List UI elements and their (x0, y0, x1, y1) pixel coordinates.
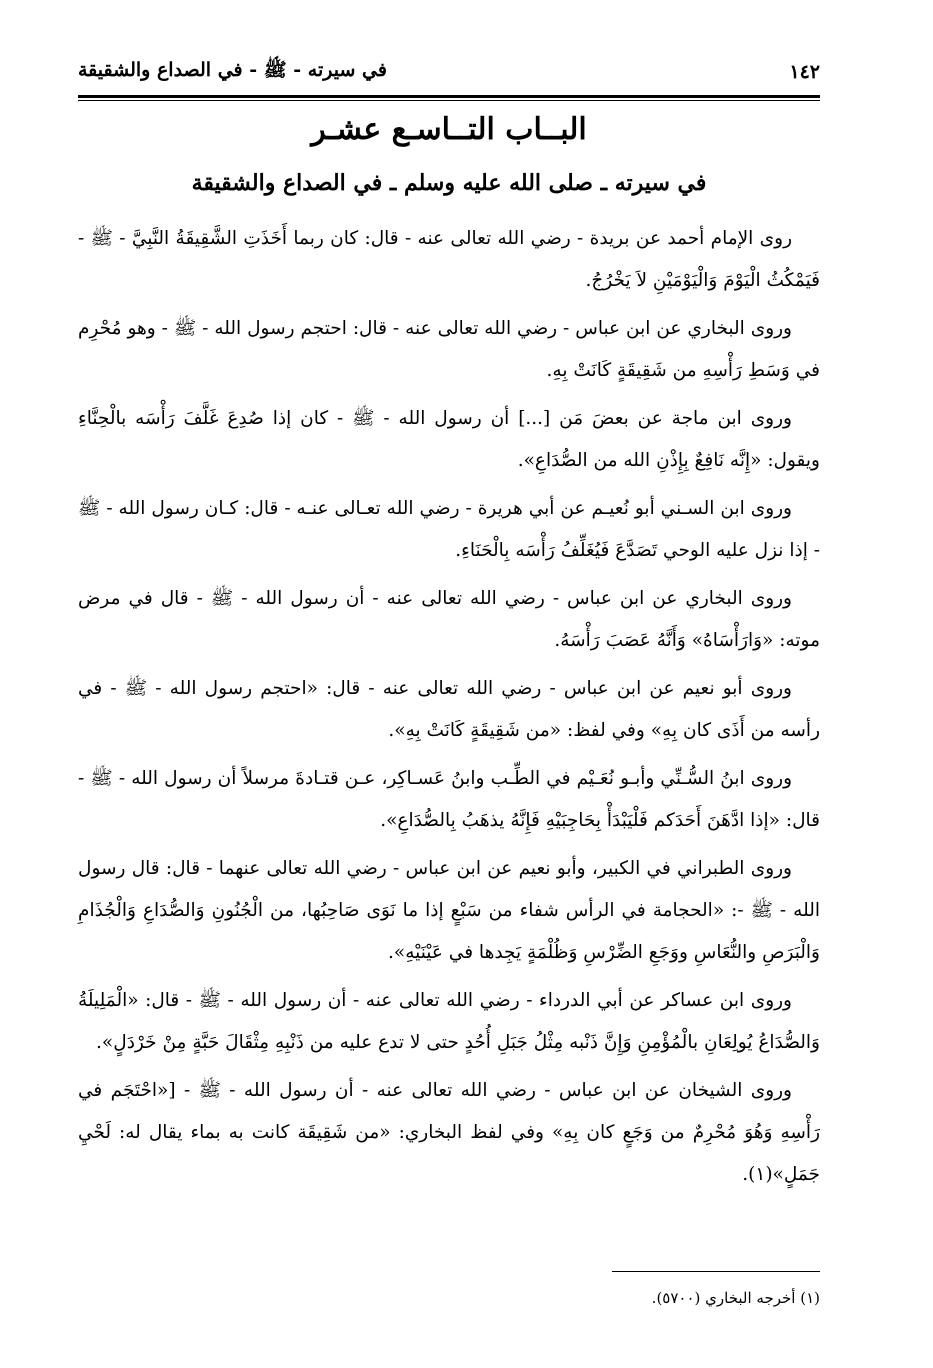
paragraph: روى الإمام أحمد عن بريدة - رضي الله تعالى عنه - قال: كان ربما أَخَذَتِ الشَّقِيقَةُ النَّبِيَّ - ﷺ - فَيَمْكُثُ الْيَوْمَ وَالْيَوْمَيْنِ لاَ يَخْرُجُ. (78, 228, 820, 291)
paragraph: وروى البخاري عن ابن عباس - رضي الله تعالى عنه - قال: احتجم رسول الله - ﷺ - وهو مُحْرِم في وَسَطِ رَأْسِهِ من شَقِيقَةٍ كَانَتْ بِهِ. (78, 318, 820, 381)
chapter-title: البــاب التــاسـع عشـر (311, 112, 587, 147)
paragraph: وروى ابنُ السُّـنِّي وأبـو نُعَـيْم في الطِّـب وابنُ عَسـاكِر، عـن قتـادةَ مرسلاً أن رسول الله - ﷺ - قال: «إذا ادَّهَنَ أَحَدَكم فَلْيَبْدَأْ بِحَاجِبَيْهِ فَإِنَّهُ يذهَبُ بِالصُّدَاعِ». (78, 768, 820, 831)
body-text (78, 218, 820, 1202)
page-number: ١٤٢ (789, 61, 820, 83)
paragraph: وروى البخاري عن ابن عباس - رضي الله تعالى عنه - أن رسول الله - ﷺ - قال في مرض موته: «وَارَأْسَاهُ» وَأَنَّهُ عَصَبَ رَأْسَهُ. (78, 588, 820, 651)
running-title: في سيرته - ﷺ - في الصداع والشقيقة (78, 59, 387, 81)
header-rule-thick (78, 95, 820, 98)
header-rule-thin (78, 100, 820, 101)
paragraph: وروى الطبراني في الكبير، وأبو نعيم عن ابن عباس - رضي الله تعالى عنهما - قال: قال رسول الله - ﷺ -: «الحجامة في الرأس شفاء من سَبْعٍ إذا ما نَوَى صَاحِبُها، من الْجُنُونِ وَالصُّدَاعِ وَالْجُذَامِ وَالْبَرَصِ والنُّعَاسِ ووَجَعِ الضِّرْسِ وَظُلْمَةٍ يَجِدها في عَيْنَيْهِ». (78, 858, 820, 963)
running-header (78, 52, 820, 92)
paragraph: وروى الشيخان عن ابن عباس - رضي الله تعالى عنه - أن رسول الله - ﷺ - [«احْتَجَم في رَأْسِهِ وَهُوَ مُحْرِمٌ من وَجَعٍ كان بِهِ» وفي لفظ البخاري: «من شَقِيقَة كانت به بماء يقال له: لَحْيِ جَمَلٍ»(١). (78, 1080, 820, 1185)
paragraph: وروى ابن ماجة عن بعضَ مَن [...] أن رسول الله - ﷺ - كان إذا صُدِعَ غَلَّفَ رَأْسَه بالْحِنَّاءِ ويقول: «إِنَّه نَافِعٌ بِإِذْنِ الله من الصُّدَاعِ». (78, 408, 820, 471)
chapter-subtitle: في سيرته ـ صلى الله عليه وسلم ـ في الصداع والشقيقة (191, 170, 707, 196)
footnote: (١) أخرجه البخاري (٥٧٠٠). (651, 1289, 820, 1307)
footnote-separator (612, 1271, 820, 1272)
paragraph: وروى ابن السـني أبو نُعيـم عن أبي هريرة - رضي الله تعـالى عنـه - قال: كـان رسول الله - ﷺ - إذا نزل عليه الوحي تَصَدَّعَ فَيُغَلِّفُ رَأْسَه بِالْحَنَاءِ. (78, 498, 820, 561)
paragraph: وروى ابن عساكر عن أبي الدرداء - رضي الله تعالى عنه - أن رسول الله - ﷺ - قال: «الْمَلِيلَةُ وَالصُّدَاعُ يُولِعَانِ بالْمُؤْمِنِ وَإِنَّ ذَنْبه مِثْلُ جَبَلِ أُحُدٍ حتى لا تدع عليه من ذَنْبِهِ مِثْقَالَ حَبَّةٍ مِنْ خَرْدَلٍ». (78, 990, 820, 1053)
paragraph: وروى أبو نعيم عن ابن عباس - رضي الله تعالى عنه - قال: «احتجم رسول الله - ﷺ - في رأسه من أَذَى كان بِهِ» وفي لفظ: «من شَقِيقَةٍ كَانَتْ بِهِ». (78, 678, 820, 741)
